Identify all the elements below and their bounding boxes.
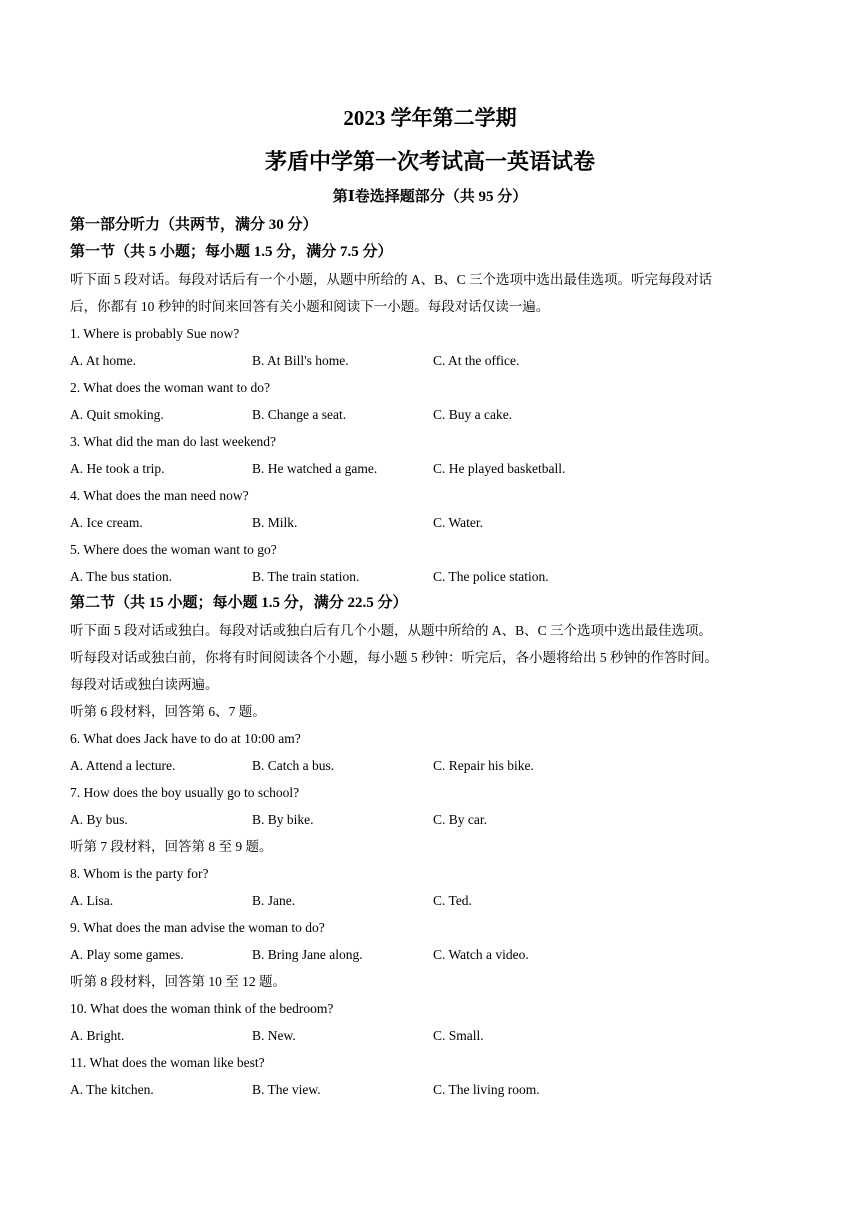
option-c: C. Buy a cake. <box>433 407 513 422</box>
exam-term-title: 2023 学年第二学期 <box>343 106 517 130</box>
section2-heading: 第二节（共 15 小题；每小题 1.5 分，满分 22.5 分） <box>70 595 408 611</box>
material-note: 听第 7 段材料，回答第 8 至 9 题。 <box>70 839 273 854</box>
question-options <box>70 347 800 374</box>
section2-instruction-line: 听下面 5 段对话或独白。每段对话或独白后有几个小题，从题中所给的 A、B、C 三个选项中选出最佳选项。 <box>70 623 713 638</box>
question-options <box>70 752 800 779</box>
option-b: B. Jane. <box>252 893 296 908</box>
section1-heading: 第一节（共 5 小题；每小题 1.5 分，满分 7.5 分） <box>70 244 393 260</box>
question-options <box>70 887 800 914</box>
option-c: C. At the office. <box>433 353 520 368</box>
option-c: C. Small. <box>433 1028 484 1043</box>
question-options <box>70 806 800 833</box>
option-c: C. Watch a video. <box>433 947 529 962</box>
option-a: A. Lisa. <box>70 893 114 908</box>
exam-title: 茅盾中学第一次考试高一英语试卷 <box>264 149 595 174</box>
section2-instruction-line: 每段对话或独白读两遍。 <box>70 677 219 692</box>
section1-instruction-line: 听下面 5 段对话。每段对话后有一个小题，从题中所给的 A、B、C 三个选项中选出最佳选项。听完每段对话 <box>70 272 713 287</box>
question-stem: 3. What did the man do last weekend? <box>70 434 276 449</box>
option-a: A. Quit smoking. <box>70 407 164 422</box>
option-a: A. At home. <box>70 353 136 368</box>
option-b: B. The train station. <box>252 569 360 584</box>
option-b: B. The view. <box>252 1082 321 1097</box>
option-c: C. Water. <box>433 515 484 530</box>
question-stem: 6. What does Jack have to do at 10:00 am? <box>70 731 301 746</box>
option-a: A. Bright. <box>70 1028 125 1043</box>
option-a: A. By bus. <box>70 812 128 827</box>
question-options <box>70 941 800 968</box>
option-c: C. Ted. <box>433 893 472 908</box>
question-options <box>70 1076 800 1103</box>
question-stem: 4. What does the man need now? <box>70 488 249 503</box>
option-c: C. He played basketball. <box>433 461 566 476</box>
question-stem: 10. What does the woman think of the bedroom? <box>70 1001 334 1016</box>
question-stem: 5. Where does the woman want to go? <box>70 542 277 557</box>
option-b: B. Change a seat. <box>252 407 347 422</box>
question-options <box>70 401 800 428</box>
option-a: A. Ice cream. <box>70 515 143 530</box>
question-stem: 2. What does the woman want to do? <box>70 380 270 395</box>
option-b: B. At Bill's home. <box>252 353 349 368</box>
option-c: C. By car. <box>433 812 487 827</box>
option-b: B. By bike. <box>252 812 314 827</box>
question-options <box>70 455 800 482</box>
question-stem: 11. What does the woman like best? <box>70 1055 265 1070</box>
option-b: B. He watched a game. <box>252 461 378 476</box>
exam-content <box>70 212 800 1103</box>
volume-title: 第Ⅰ卷选择题部分（共 95 分） <box>332 189 528 205</box>
option-a: A. The bus station. <box>70 569 173 584</box>
question-options <box>70 509 800 536</box>
part1-heading: 第一部分听力（共两节，满分 30 分） <box>70 217 318 233</box>
question-options <box>70 563 800 590</box>
option-b: B. Milk. <box>252 515 298 530</box>
option-c: C. Repair his bike. <box>433 758 534 773</box>
section1-instruction-line: 后，你都有 10 秒钟的时间来回答有关小题和阅读下一小题。每段对话仅读一遍。 <box>70 299 550 314</box>
option-b: B. Catch a bus. <box>252 758 335 773</box>
question-stem: 7. How does the boy usually go to school? <box>70 785 300 800</box>
option-a: A. Play some games. <box>70 947 184 962</box>
option-a: A. Attend a lecture. <box>70 758 176 773</box>
material-note: 听第 6 段材料，回答第 6、7 题。 <box>70 704 266 719</box>
option-b: B. Bring Jane along. <box>252 947 363 962</box>
option-b: B. New. <box>252 1028 296 1043</box>
option-c: C. The police station. <box>433 569 549 584</box>
section2-instruction-line: 听每段对话或独白前，你将有时间阅读各个小题，每小题 5 秒钟：听完后，各小题将给出 5 秒钟的作答时间。 <box>70 650 718 665</box>
option-a: A. The kitchen. <box>70 1082 154 1097</box>
question-stem: 9. What does the man advise the woman to do? <box>70 920 325 935</box>
question-options <box>70 1022 800 1049</box>
option-c: C. The living room. <box>433 1082 540 1097</box>
material-note: 听第 8 段材料，回答第 10 至 12 题。 <box>70 974 286 989</box>
question-stem: 8. Whom is the party for? <box>70 866 209 881</box>
option-a: A. He took a trip. <box>70 461 165 476</box>
question-stem: 1. Where is probably Sue now? <box>70 326 240 341</box>
